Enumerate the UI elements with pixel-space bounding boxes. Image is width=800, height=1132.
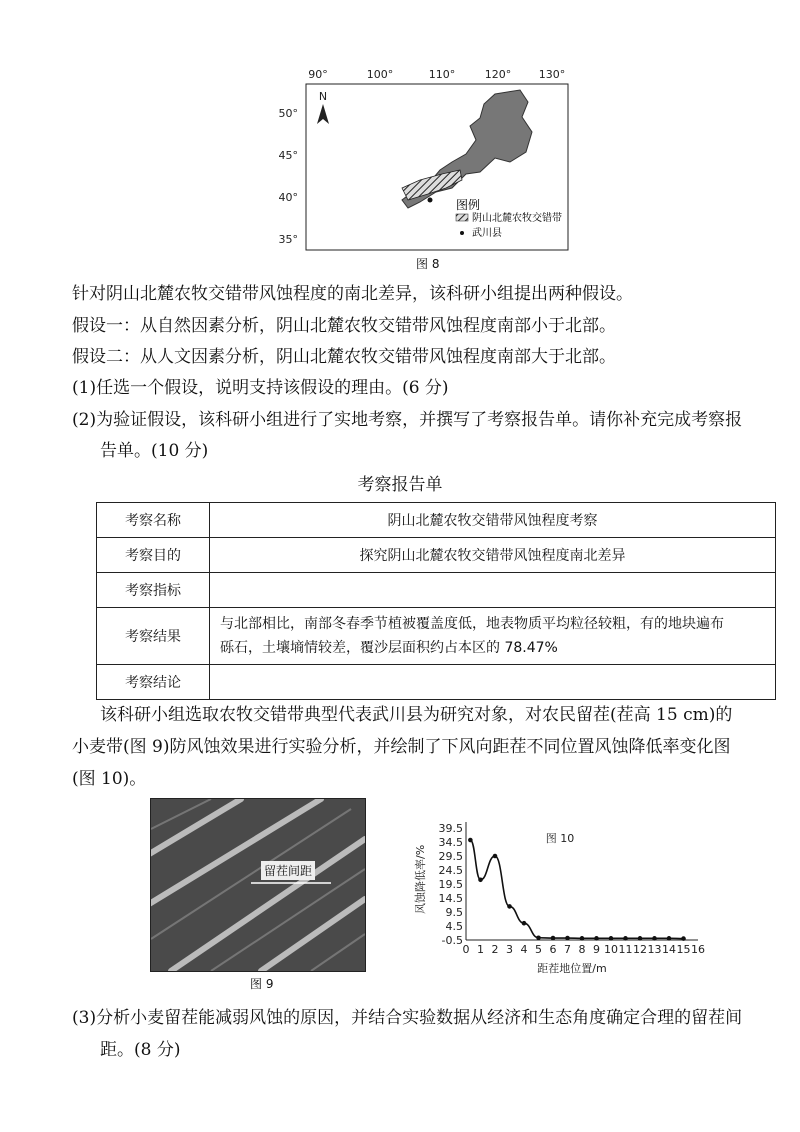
legend-item: 武川县 xyxy=(472,228,502,239)
data-point xyxy=(623,936,628,941)
report-title: 考察报告单 xyxy=(357,475,443,495)
data-point xyxy=(507,904,512,909)
y-axis-label: 风蚀降低率/% xyxy=(414,844,427,914)
question-3-line1: (3)分析小麦留茬能减弱风蚀的原因，并结合实验数据从经济和生态角度确定合理的留茬间 xyxy=(72,1008,743,1028)
data-point xyxy=(580,936,585,941)
chart-title: 图 10 xyxy=(545,832,575,845)
x-tick-label: 15 xyxy=(676,943,691,956)
y-tick-label: 39.5 xyxy=(438,822,463,835)
question-2-line2: 告单。(10 分) xyxy=(100,441,209,461)
report-key: 考察结果 xyxy=(97,608,210,665)
spacing-label: 留茬间距 xyxy=(261,861,315,880)
intro-text: 针对阴山北麓农牧交错带风蚀程度的南北差异，该科研小组提出两种假设。 xyxy=(72,284,633,304)
paragraph-2-line2: 小麦带(图 9)防风蚀效果进行实验分析，并绘制了下风向距茬不同位置风蚀降低率变化图 xyxy=(72,737,731,757)
x-tick-label: 7 xyxy=(564,943,571,956)
report-value: 探究阴山北麓农牧交错带风蚀程度南北差异 xyxy=(210,538,776,573)
lat-tick: 35° xyxy=(278,233,298,246)
data-point xyxy=(478,878,483,883)
data-point xyxy=(652,936,657,941)
data-point xyxy=(536,935,541,940)
paragraph-2-line3: (图 10)。 xyxy=(72,769,147,789)
map-svg xyxy=(270,62,580,272)
erosion-chart xyxy=(410,812,710,982)
report-result-line: 与北部相比，南部冬春季节植被覆盖度低，地表物质平均粒径较粗，有的地块遍布 xyxy=(220,616,724,632)
lon-tick: 110° xyxy=(428,68,456,81)
x-tick-label: 0 xyxy=(462,943,470,956)
y-tick-label: 29.5 xyxy=(438,850,463,863)
y-tick-label: 34.5 xyxy=(438,836,463,849)
data-point xyxy=(468,838,473,843)
figure-9-caption: 图 9 xyxy=(250,977,274,991)
data-point xyxy=(667,936,672,941)
data-point xyxy=(565,936,570,941)
x-axis-label: 距茬地位置/m xyxy=(537,962,607,975)
data-point xyxy=(681,936,686,941)
x-tick-label: 12 xyxy=(633,943,647,956)
x-tick-label: 13 xyxy=(647,943,662,956)
x-tick-label: 10 xyxy=(604,943,618,956)
table-row xyxy=(97,503,776,538)
lon-tick: 120° xyxy=(484,68,512,81)
table-row xyxy=(97,665,776,700)
hypothesis-1: 假设一：从自然因素分析，阴山北麓农牧交错带风蚀程度南部小于北部。 xyxy=(72,316,616,336)
x-tick-label: 9 xyxy=(593,943,600,956)
data-point xyxy=(522,921,527,926)
y-tick-label: 14.5 xyxy=(438,892,463,905)
question-2-line1: (2)为验证假设，该科研小组进行了实地考察，并撰写了考察报告单。请你补充完成考察报 xyxy=(72,410,743,430)
report-key: 考察目的 xyxy=(97,538,210,573)
report-value: 阴山北麓农牧交错带风蚀程度考察 xyxy=(210,503,776,538)
table-row xyxy=(97,538,776,573)
paragraph-2-line1: 该科研小组选取农牧交错带典型代表武川县为研究对象，对农民留茬(茬高 15 cm)的 xyxy=(100,705,733,725)
table-row xyxy=(97,608,776,665)
report-key: 考察名称 xyxy=(97,503,210,538)
lat-tick: 45° xyxy=(278,149,298,162)
photo-texture xyxy=(151,799,365,971)
x-tick-label: 16 xyxy=(691,943,705,956)
chart-svg xyxy=(410,812,710,982)
x-tick-label: 8 xyxy=(578,943,586,956)
hypothesis-2: 假设二：从人文因素分析，阴山北麓农牧交错带风蚀程度南部大于北部。 xyxy=(72,347,616,367)
lon-tick: 100° xyxy=(366,68,394,81)
legend-hatch-swatch xyxy=(456,214,468,221)
report-key: 考察结论 xyxy=(97,665,210,700)
report-table xyxy=(96,502,776,700)
x-tick-label: 6 xyxy=(549,943,557,956)
y-tick-label: 24.5 xyxy=(438,864,463,877)
map-figure xyxy=(270,62,580,272)
x-tick-label: 3 xyxy=(506,943,513,956)
data-point xyxy=(493,854,498,859)
lat-tick: 50° xyxy=(278,107,298,120)
x-tick-label: 5 xyxy=(535,943,542,956)
data-point xyxy=(594,936,599,941)
legend-item: 阴山北麓农牧交错带 xyxy=(472,213,562,224)
map-frame xyxy=(306,84,568,250)
data-point xyxy=(551,936,556,941)
legend-title: 图例 xyxy=(456,198,481,212)
y-tick-label: 9.5 xyxy=(445,906,463,919)
wuchuan-marker xyxy=(428,198,433,203)
series-line xyxy=(470,840,683,939)
report-result-line: 砾石，土壤墒情较差，覆沙层面积约占本区的 78.47% xyxy=(220,640,558,656)
wheat-stubble-photo xyxy=(150,798,366,972)
report-value-blank[interactable] xyxy=(210,573,776,608)
report-value-blank[interactable] xyxy=(210,665,776,700)
lat-tick: 40° xyxy=(278,191,298,204)
question-1: (1)任选一个假设，说明支持该假设的理由。(6 分) xyxy=(72,378,449,398)
x-tick-label: 14 xyxy=(662,943,676,956)
x-tick-label: 2 xyxy=(491,943,499,956)
north-label: N xyxy=(318,90,328,103)
figure-8-caption: 图 8 xyxy=(416,257,440,271)
y-tick-label: -0.5 xyxy=(441,934,463,947)
data-point xyxy=(609,936,614,941)
legend-dot xyxy=(460,231,464,235)
y-tick-label: 4.5 xyxy=(445,920,463,933)
report-value xyxy=(210,608,776,665)
lon-tick: 130° xyxy=(538,68,566,81)
x-tick-label: 1 xyxy=(477,943,484,956)
table-row xyxy=(97,573,776,608)
x-tick-label: 11 xyxy=(618,943,633,956)
data-point xyxy=(638,936,643,941)
y-tick-label: 19.5 xyxy=(438,878,463,891)
x-tick-label: 4 xyxy=(520,943,528,956)
report-key: 考察指标 xyxy=(97,573,210,608)
question-3-line2: 距。(8 分) xyxy=(100,1040,181,1060)
lon-tick: 90° xyxy=(308,68,328,81)
